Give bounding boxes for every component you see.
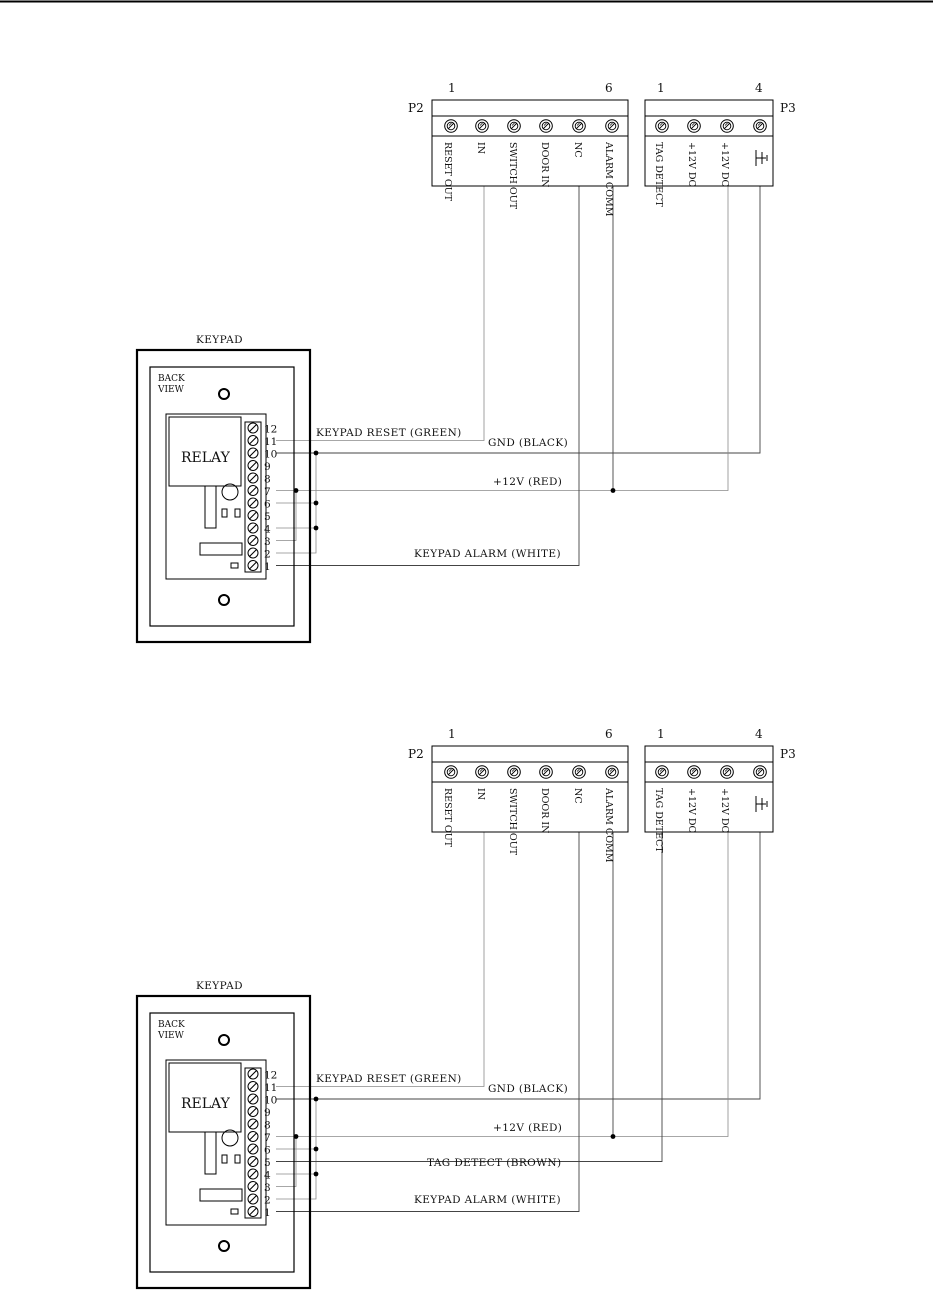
screw-terminal-icon: [476, 766, 489, 779]
junction-dot: [314, 1147, 319, 1152]
component: [205, 486, 216, 528]
keypad-screw-icon: [248, 436, 258, 446]
relay-label: RELAY: [181, 1096, 230, 1112]
relay-icon: [169, 1063, 241, 1132]
p2-terminal-label: DOOR IN: [539, 142, 550, 188]
p3-terminal-label: +12V DC: [686, 142, 697, 187]
keypad-screw-icon: [248, 461, 258, 471]
relay-icon: [169, 417, 241, 486]
keypad-pin-number: 10: [264, 448, 278, 461]
p3-terminal-label: +12V DC: [719, 788, 730, 833]
relay-label: RELAY: [181, 450, 230, 466]
mounting-hole-icon: [219, 1241, 229, 1251]
screw-terminal-icon: [754, 766, 767, 779]
p2-terminal-strip: [432, 762, 628, 782]
ground-symbol-icon: [756, 150, 767, 166]
keypad-pin-number: 7: [264, 486, 271, 498]
p3-terminal-label: +12V DC: [686, 788, 697, 833]
screw-terminal-icon: [573, 766, 586, 779]
keypad-pin-number: 11: [264, 1082, 278, 1094]
keypad-pin-number: 3: [264, 1182, 271, 1194]
screw-terminal-icon: [656, 766, 669, 779]
screw-terminal-icon: [721, 766, 734, 779]
keypad-pin-number: 12: [264, 423, 278, 436]
wire-label-reset: KEYPAD RESET (GREEN): [316, 1073, 462, 1085]
junction-dot: [314, 1172, 319, 1177]
keypad-pin-number: 11: [264, 436, 278, 448]
keypad-screw-icon: [248, 1132, 258, 1142]
keypad-pin-number: 2: [264, 1194, 271, 1207]
p2-terminal-label: DOOR IN: [539, 788, 550, 834]
p2-terminal-label: RESET OUT: [442, 142, 453, 202]
keypad-pin-number: 8: [264, 473, 271, 486]
wiring-diagram-1: [137, 81, 796, 642]
keypad-pin-number: 9: [264, 461, 271, 473]
keypad-screw-icon: [248, 1194, 258, 1204]
p3-last-pin: 4: [755, 81, 763, 95]
keypad-pin-number: 5: [264, 511, 271, 523]
keypad-plate: [150, 367, 294, 626]
keypad-pin-number: 10: [264, 1094, 278, 1107]
p2-last-pin: 6: [605, 81, 613, 95]
wire-label-alarm: KEYPAD ALARM (WHITE): [414, 548, 561, 560]
component: [235, 509, 240, 517]
wire-keypad-alarm: [276, 186, 579, 566]
keypad-screw-icon: [248, 448, 258, 458]
p2-terminal-label: IN: [475, 788, 486, 801]
ground-symbol-icon: [756, 796, 767, 812]
screw-terminal-icon: [754, 120, 767, 133]
screw-terminal-icon: [721, 120, 734, 133]
component: [200, 543, 242, 555]
junction-dot: [314, 1097, 319, 1102]
p2-terminal-label: NC: [572, 788, 583, 804]
p2-first-pin: 1: [448, 81, 456, 95]
mounting-hole-icon: [219, 1035, 229, 1045]
keypad-screw-icon: [248, 498, 258, 508]
screw-terminal-icon: [688, 766, 701, 779]
keypad-pin-number: 8: [264, 1119, 271, 1132]
junction-dot: [611, 1134, 616, 1139]
keypad-screw-icon: [248, 1207, 258, 1217]
mounting-hole-icon: [219, 595, 229, 605]
p3-terminal-label: +12V DC: [719, 142, 730, 187]
keypad-pin-number: 12: [264, 1069, 278, 1082]
p3-terminal-label: TAG DETECT: [653, 788, 664, 853]
p2-terminal-label: IN: [475, 142, 486, 155]
p2-terminal-label: SWITCH OUT: [507, 788, 518, 856]
p3-first-pin: 1: [657, 81, 665, 95]
screw-terminal-icon: [476, 120, 489, 133]
keypad-pin-number: 1: [264, 1207, 271, 1219]
keypad-screw-icon: [248, 1119, 258, 1129]
keypad-screw-icon: [248, 423, 258, 433]
p3-first-pin: 1: [657, 727, 665, 741]
screw-terminal-icon: [656, 120, 669, 133]
component: [231, 563, 238, 568]
wire-label-alarm: KEYPAD ALARM (WHITE): [414, 1194, 561, 1206]
back-view-label: VIEW: [158, 1031, 184, 1041]
wiring-diagram-2: [137, 727, 796, 1288]
junction-dot: [611, 488, 616, 493]
p2-last-pin: 6: [605, 727, 613, 741]
p2-terminal-strip: [432, 116, 628, 136]
screw-terminal-icon: [508, 120, 521, 133]
p3-terminal-label: TAG DETECT: [653, 142, 664, 207]
screw-terminal-icon: [606, 766, 619, 779]
component: [205, 1132, 216, 1174]
junction-dot: [314, 526, 319, 531]
p2-terminal-label: NC: [572, 142, 583, 158]
wire-label-gnd: GND (BLACK): [488, 437, 569, 449]
screw-terminal-icon: [508, 766, 521, 779]
keypad-screw-icon: [248, 1069, 258, 1079]
p3-last-pin: 4: [755, 727, 763, 741]
wire-gnd: [276, 186, 760, 453]
component: [231, 1209, 238, 1214]
p2-terminal-label: ALARM COMM: [603, 788, 614, 863]
keypad-pin-number: 4: [264, 523, 271, 536]
wire-keypad-reset: [276, 832, 484, 1087]
keypad-title: KEYPAD: [196, 980, 243, 992]
keypad-screw-icon: [248, 1182, 258, 1192]
p2-connector-outline: [432, 100, 628, 186]
keypad-pin-number: 7: [264, 1132, 271, 1144]
p3-label: P3: [780, 747, 796, 761]
keypad-screw-icon: [248, 523, 258, 533]
keypad-screw-icon: [248, 1107, 258, 1117]
screw-terminal-icon: [606, 120, 619, 133]
keypad-screw-icon: [248, 511, 258, 521]
keypad-pin-number: 6: [264, 1144, 271, 1157]
wire-tag-detect: [276, 832, 662, 1162]
component: [222, 1155, 227, 1163]
p2-connector-outline: [432, 746, 628, 832]
screw-terminal-icon: [540, 120, 553, 133]
p2-label: P2: [408, 101, 424, 115]
junction-dot: [314, 501, 319, 506]
component: [235, 1155, 240, 1163]
wire-label-tag: TAG DETECT (BROWN): [427, 1157, 562, 1169]
keypad-pin-number: 9: [264, 1107, 271, 1119]
keypad-pin-number: 3: [264, 536, 271, 548]
screw-terminal-icon: [540, 766, 553, 779]
jumper: [276, 491, 296, 541]
component: [222, 509, 227, 517]
keypad-screw-icon: [248, 1082, 258, 1092]
keypad-pin-number: 6: [264, 498, 271, 511]
component: [200, 1189, 242, 1201]
screw-terminal-icon: [573, 120, 586, 133]
screw-terminal-icon: [445, 766, 458, 779]
back-view-label: VIEW: [158, 385, 184, 395]
keypad-screw-icon: [248, 486, 258, 496]
keypad-screw-icon: [248, 1094, 258, 1104]
keypad-title: KEYPAD: [196, 334, 243, 346]
keypad-pin-number: 5: [264, 1157, 271, 1169]
keypad-screw-icon: [248, 1169, 258, 1179]
keypad-screw-icon: [248, 548, 258, 558]
p2-terminal-label: RESET OUT: [442, 788, 453, 848]
keypad-screw-icon: [248, 473, 258, 483]
back-view-label: BACK: [158, 374, 185, 384]
junction-dot: [314, 451, 319, 456]
keypad-plate: [150, 1013, 294, 1272]
keypad-screw-icon: [248, 561, 258, 571]
wire-gnd: [276, 832, 760, 1099]
p2-first-pin: 1: [448, 727, 456, 741]
keypad-pin-number: 1: [264, 561, 271, 573]
wire-label-12v: +12V (RED): [493, 476, 563, 488]
back-view-label: BACK: [158, 1020, 185, 1030]
mounting-hole-icon: [219, 389, 229, 399]
keypad-screw-icon: [248, 1144, 258, 1154]
screw-terminal-icon: [445, 120, 458, 133]
keypad-screw-icon: [248, 536, 258, 546]
wire-label-gnd: GND (BLACK): [488, 1083, 569, 1095]
keypad-pin-number: 2: [264, 548, 271, 561]
keypad-pin-number: 4: [264, 1169, 271, 1182]
wire-label-12v: +12V (RED): [493, 1122, 563, 1134]
p2-terminal-label: SWITCH OUT: [507, 142, 518, 210]
p2-label: P2: [408, 747, 424, 761]
wire-label-reset: KEYPAD RESET (GREEN): [316, 427, 462, 439]
wire-keypad-alarm: [276, 832, 579, 1212]
p3-label: P3: [780, 101, 796, 115]
wire-keypad-reset: [276, 186, 484, 441]
p2-terminal-label: ALARM COMM: [603, 142, 614, 217]
keypad-screw-icon: [248, 1157, 258, 1167]
screw-terminal-icon: [688, 120, 701, 133]
